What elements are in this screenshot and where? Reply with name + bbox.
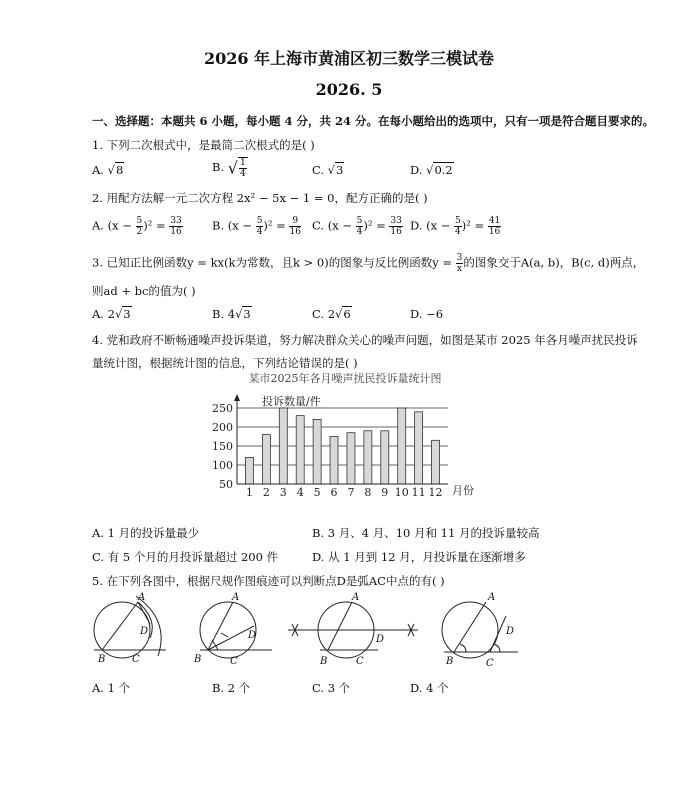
section-heading: 一、选择题：本题共 6 小题，每小题 4 分，共 24 分。在每小题给出的选项中，只有一项是符合题目要求的。 (92, 114, 655, 128)
q2-a-label: A. (92, 218, 104, 233)
q1-b-num: 1 (239, 158, 246, 168)
chart-bar-month-4 (296, 416, 304, 484)
chart-title: 某市2025年各月噪声扰民投诉量统计图 (248, 372, 442, 385)
q1-option-b[interactable]: B. √ $\frac{1}{4}$ (212, 158, 246, 179)
q2-a-rhs-num: 33 (170, 216, 182, 226)
chart-bar-month-6 (330, 437, 338, 485)
q5-option-a[interactable]: A. 1 个 (92, 681, 131, 695)
chart-xtick-label: 2 (262, 486, 270, 499)
q5-f3-label-d: D (376, 634, 385, 645)
chart-ytick-label: 100 (212, 459, 233, 472)
q5-f2-label-a: A (232, 592, 240, 603)
q3-b-label: B. (212, 307, 225, 321)
chart-xtick-label: 3 (279, 486, 287, 499)
q2-d-rhs-den: 16 (488, 227, 501, 237)
q1-option-c[interactable]: C. √3 (312, 163, 344, 177)
q2-b-inner-num: 5 (256, 216, 263, 226)
q2-b-pre: (x − (227, 218, 256, 233)
chart-bar-month-3 (279, 408, 287, 484)
q3-d-value: −6 (426, 307, 444, 321)
q1-a-radicand: 8 (115, 163, 124, 177)
chart-ytick-label: 50 (219, 478, 233, 491)
q2-d-rhs-num: 41 (488, 216, 501, 226)
q5-f1-label-c: C (132, 654, 140, 665)
q2-d-post: )² = (461, 218, 488, 233)
chart-ytick-label: 250 (212, 402, 233, 415)
q5-f3-label-c: C (356, 656, 364, 667)
q5-f1-label-b: B (98, 654, 106, 665)
chart-ytick-label: 150 (212, 440, 233, 453)
q5-f4-label-b: B (446, 656, 454, 667)
q5-option-c[interactable]: C. 3 个 (312, 681, 351, 695)
q2-a-rhs-den: 16 (170, 227, 182, 237)
q1-option-a[interactable]: A. √8 (92, 163, 124, 177)
q5-figures (88, 590, 548, 672)
q2-d-pre: (x − (426, 218, 455, 233)
chart-ylabel: 投诉数量/件 (262, 395, 321, 408)
q1-stem: 1. 下列二次根式中，是最简二次根式的是( ) (92, 138, 315, 152)
q4-stem-line1: 4. 党和政府不断畅通噪声投诉渠道，努力解决群众关心的噪声问题，如图是某市 2025 年各月噪声扰民投诉 (92, 333, 638, 347)
exam-date: 2026. 5 (315, 80, 383, 99)
chart-xtick-label: 9 (381, 486, 389, 499)
q5-figure-3 (288, 602, 418, 658)
q4-stem-line2: 量统计图，根据统计图的信息，下列结论错误的是( ) (92, 356, 358, 370)
q1-option-d[interactable]: D. √0.2 (410, 163, 453, 177)
chart-bar-month-7 (347, 433, 355, 484)
q1-c-label: C. (312, 163, 325, 177)
q1-d-label: D. (410, 163, 423, 177)
chart-xtick-label: 10 (394, 486, 409, 499)
q3-c-radicand: 6 (343, 307, 351, 321)
q2-b-rhs-den: 16 (289, 227, 301, 237)
q2-c-inner-num: 5 (356, 216, 363, 226)
chart-bar-month-11 (415, 412, 423, 484)
q2-a-pre: (x − (107, 218, 136, 233)
q2-stem: 2. 用配方法解一元二次方程 2x² − 5x − 1 = 0，配方正确的是( ) (92, 191, 428, 205)
q5-f4-label-d: D (506, 626, 515, 637)
q3-b-radicand: 3 (243, 307, 251, 321)
q2-c-pre: (x − (327, 218, 356, 233)
q5-figure-1 (94, 596, 166, 658)
q5-f3-label-a: A (352, 592, 360, 603)
q3-stem-line2: 则ad + bc的值为( ) (92, 284, 196, 298)
chart-xtick-label: 6 (330, 486, 338, 499)
q1-a-label: A. (92, 163, 104, 177)
chart-xtick-label: 7 (347, 486, 355, 499)
q3-option-d[interactable] (410, 307, 443, 321)
chart-bar-month-9 (381, 431, 389, 484)
q2-b-label: B. (212, 218, 225, 233)
chart-bar-month-10 (398, 408, 406, 484)
q2-c-rhs-num: 33 (390, 216, 402, 226)
q3-a-label: A. (92, 307, 104, 321)
q2-b-post: )² = (263, 218, 290, 233)
q3-option-b[interactable]: B. 4√3 (212, 307, 251, 321)
chart-bar-month-8 (364, 431, 372, 484)
q3-a-coef: 2 (107, 307, 115, 321)
q3-b-coef: 4 (227, 307, 236, 321)
q2-a-inner-num: 5 (136, 216, 143, 226)
chart-xtick-label: 11 (411, 486, 426, 499)
chart-bar-month-12 (432, 440, 440, 484)
q4-option-b[interactable]: B. 3 月、4 月、10 月和 11 月的投诉量较高 (312, 526, 540, 540)
q3-frac-num: 3 (456, 253, 463, 263)
q3-c-label: C. (312, 307, 325, 321)
q5-option-b[interactable]: B. 2 个 (212, 681, 251, 695)
q2-a-inner-den: 2 (136, 227, 143, 237)
q2-c-rhs-den: 16 (390, 227, 402, 237)
q3-d-label: D. (410, 307, 423, 321)
chart-bar-month-1 (245, 457, 253, 484)
q2-d-inner-num: 5 (455, 216, 461, 226)
q3-stem (92, 253, 644, 274)
chart-ytick-label: 200 (212, 421, 233, 434)
q4-option-d[interactable]: D. 从 1 月到 12 月，月投诉量在逐渐增多 (312, 550, 526, 564)
q5-f3-label-b: B (320, 656, 328, 667)
q3-option-a[interactable]: A. 2√3 (92, 307, 131, 321)
q3-stem-part1: 3. 已知正比例函数y = kx(k为常数，且k > 0)的图象与反比例函数y = (92, 255, 456, 270)
chart-xlabel: 月份 (452, 484, 474, 497)
chart-xtick-label: 4 (296, 486, 304, 499)
chart-xtick-label: 1 (245, 486, 253, 499)
q3-frac-den: x (456, 264, 463, 274)
q5-f2-label-b: B (194, 654, 202, 665)
q4-option-a[interactable]: A. 1 月的投诉量最少 (92, 526, 200, 540)
q2-c-post: )² = (363, 218, 390, 233)
q3-a-radicand: 3 (123, 307, 131, 321)
chart-xtick-label: 12 (428, 486, 443, 499)
q3-option-c[interactable]: C. 2√6 (312, 307, 351, 321)
q1-c-radicand: 3 (336, 163, 344, 177)
q2-a-post: )² = (143, 218, 170, 233)
q5-stem: 5. 在下列各图中，根据尺规作图痕迹可以判断点D是弧AC中点的有( ) (92, 574, 445, 588)
q2-b-inner-den: 4 (256, 227, 263, 237)
q3-c-coef: 2 (327, 307, 336, 321)
q5-f4-label-c: C (486, 658, 494, 669)
chart-bar-month-5 (313, 419, 321, 484)
q2-d-label: D. (410, 218, 423, 233)
q5-f2-label-c: C (230, 656, 238, 667)
q5-option-d[interactable]: D. 4 个 (410, 681, 449, 695)
q2-c-label: C. (312, 218, 325, 233)
q5-f1-label-a: A (138, 592, 146, 603)
q2-d-inner-den: 4 (455, 227, 461, 237)
q1-b-fraction (238, 157, 248, 179)
q2-option-d[interactable] (410, 216, 501, 237)
q5-f1-label-d: D (140, 626, 149, 637)
q1-b-label: B. (212, 160, 225, 174)
exam-title: 2026 年上海市黄浦区初三数学三模试卷 (203, 49, 495, 68)
q5-figure-2 (200, 602, 272, 658)
q5-f2-label-d: D (248, 630, 257, 641)
q4-option-c[interactable]: C. 有 5 个月的月投诉量超过 200 件 (92, 550, 279, 564)
chart-xtick-label: 8 (364, 486, 372, 499)
q5-f4-label-a: A (488, 592, 496, 603)
chart-y-axis-arrow (234, 394, 240, 401)
q2-option-c[interactable] (312, 216, 403, 237)
complaints-bar-chart (200, 368, 490, 508)
chart-bar-month-2 (262, 435, 270, 484)
q1-d-radicand: 0.2 (434, 163, 453, 177)
q2-b-rhs-num: 9 (289, 216, 300, 227)
q3-stem-part2: 的图象交于A(a, b)，B(c, d)两点， (463, 255, 645, 270)
chart-xtick-label: 5 (313, 486, 321, 499)
q2-option-a[interactable] (92, 216, 183, 237)
q1-b-den: 4 (239, 169, 246, 179)
q2-option-b[interactable] (212, 216, 301, 237)
q2-c-inner-den: 4 (356, 227, 363, 237)
